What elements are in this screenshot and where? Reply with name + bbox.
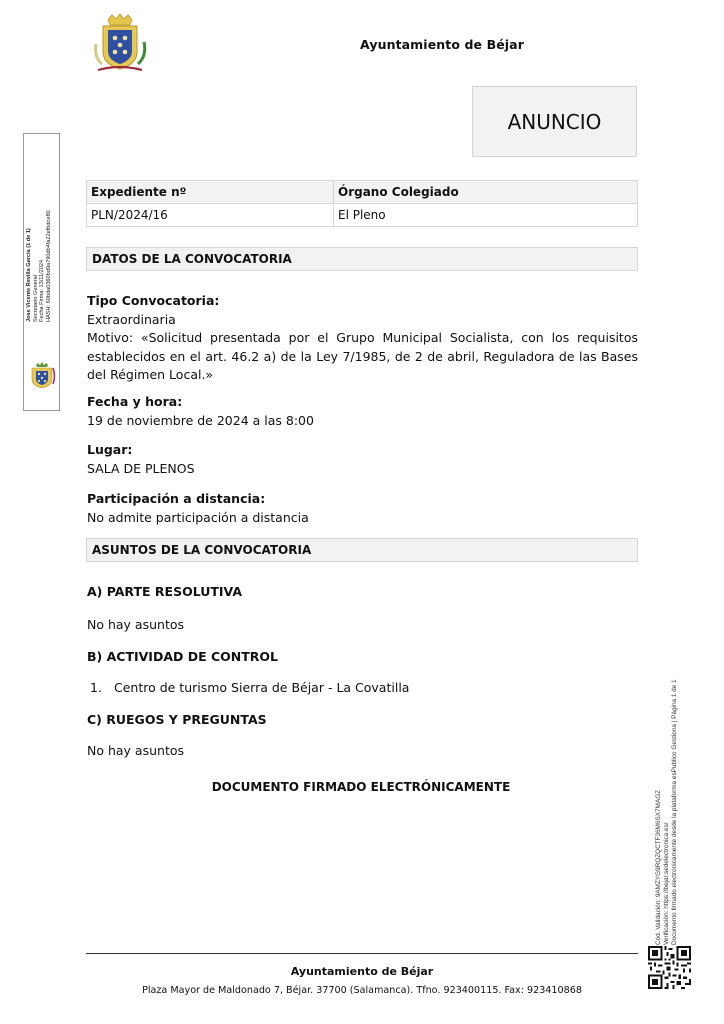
expediente-table [86, 180, 638, 227]
tipo-convocatoria-field [87, 292, 638, 385]
table-header-row [87, 181, 638, 204]
footer-title: Ayuntamiento de Béjar [290, 965, 434, 978]
coat-of-arms-icon [28, 362, 56, 390]
organo-value: El Pleno [334, 204, 638, 227]
lugar-value: SALA DE PLENOS [87, 460, 195, 476]
actividad-control-heading: B) ACTIVIDAD DE CONTROL [87, 649, 278, 664]
fecha-field [87, 393, 638, 430]
validation-code: Cód. Validación: 9AMZYG9RQZQCTF36M6SX7MAGZ [655, 789, 662, 945]
ruegos-preguntas-heading: C) RUEGOS Y PREGUNTAS [87, 712, 267, 727]
signature-hash: HASH: 60bda0360bd9a790db4fa22efbdce80 [45, 210, 52, 322]
parte-resolutiva-heading: A) PARTE RESOLUTIVA [87, 584, 243, 599]
verification-url: Verificación: https://bejar.sedelectronica.es/ [662, 822, 670, 945]
participacion-value: No admite participación a distancia [87, 509, 309, 525]
datos-section-header: DATOS DE LA CONVOCATORIA [86, 247, 638, 271]
signed-notice-text: DOCUMENTO FIRMADO ELECTRÓNICAMENTE [211, 780, 511, 794]
participacion-label: Participación a distancia: [87, 491, 266, 506]
footer-divider [86, 953, 638, 954]
footer-address: Plaza Mayor de Maldonado 7, Béjar. 37700 (Salamanca). Tfno. 923400115. Fax: 923410868 [142, 985, 582, 996]
coat-of-arms-icon [92, 14, 148, 76]
signed-notice [0, 780, 724, 794]
signature-stamp-text [26, 192, 52, 322]
list-item-text: Centro de turismo Sierra de Béjar - La Covatilla [113, 680, 410, 695]
signer-role: Secretario General [32, 275, 39, 322]
document-type-box [472, 86, 637, 157]
table-row [87, 204, 638, 227]
header-title: Ayuntamiento de Béjar [360, 37, 524, 52]
asuntos-section-header: ASUNTOS DE LA CONVOCATORIA [86, 538, 638, 562]
expediente-value: PLN/2024/16 [87, 204, 334, 227]
platform-note: Documento firmado electrónicamente desde la plataforma esPublico Gestiona | Página 1 de 1 [670, 679, 678, 945]
expediente-header: Expediente nº [87, 181, 334, 204]
organo-header: Órgano Colegiado [334, 181, 638, 204]
motivo-text: Motivo: «Solicitud presentada por el Grupo Municipal Socialista, con los requisitos establecidos en el art. 46.2 a) de la Ley 7/1985, de 2 de abril, Reguladora de las Bases del Régimen Local.» [87, 330, 638, 382]
signer-name: Jose Vicente Revilla García (1 de 1) [26, 228, 32, 322]
document-type-label: ANUNCIO [507, 109, 602, 134]
tipo-label: Tipo Convocatoria: [87, 293, 220, 308]
validation-text [655, 679, 678, 945]
lugar-label: Lugar: [87, 442, 133, 457]
parte-resolutiva-empty: No hay asuntos [87, 617, 185, 632]
ruegos-preguntas-empty: No hay asuntos [87, 743, 185, 758]
lugar-field [87, 441, 638, 478]
fecha-value: 19 de noviembre de 2024 a las 8:00 [87, 412, 314, 428]
fecha-label: Fecha y hora: [87, 394, 183, 409]
tipo-value: Extraordinaria [87, 311, 176, 327]
participacion-field [87, 490, 638, 527]
list-item-number: 1. [90, 680, 102, 695]
signature-date: Fecha Firma: 13/11/2024 [39, 259, 46, 322]
list-item [90, 680, 409, 695]
